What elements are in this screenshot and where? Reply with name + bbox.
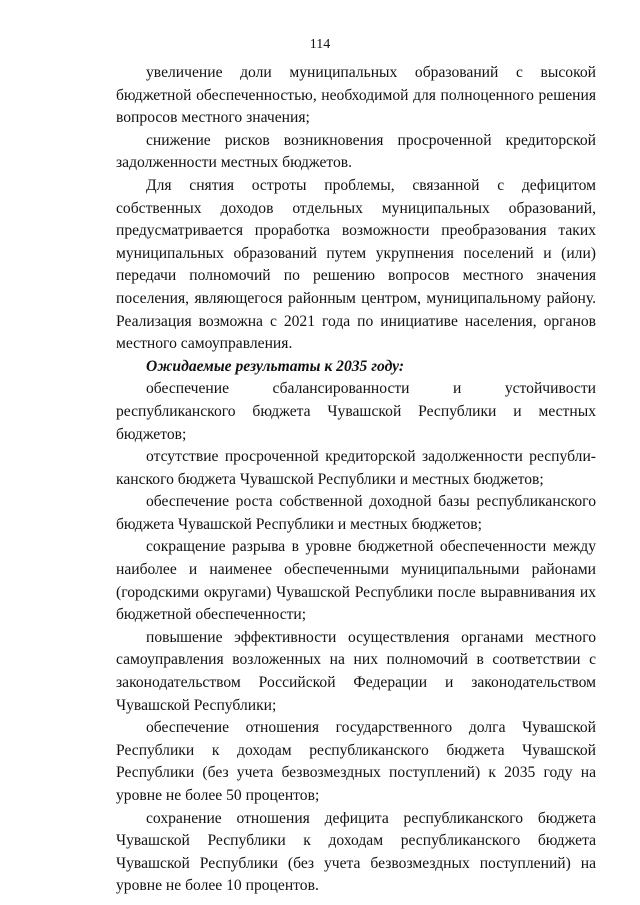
document-body — [116, 62, 596, 898]
paragraph-deficit-problem: Для снятия остроты проблемы, связанной с дефицитом собственных доходов отдельных муниципальных образований, предусматривается проработка возможности преобразования таких муниципальных образований путем укрупнения поселений и (или) передачи полномочий по решению вопросов местного значения поселения, являющегося районным центром, муниципальному району. Реализация возможна с 2021 года по инициативе населения, органов местного самоуправления. — [116, 176, 596, 353]
paragraph-municipal-share: увеличение доли муниципальных образований с высокой бюджетной обеспеченностью, необходимой для полноценного решения вопросов местного значения; — [116, 64, 596, 127]
paragraph-risk-reduction: снижение рисков возникновения просроченной кредиторской задолженности местных бюджетов. — [116, 131, 596, 172]
expected-results-heading: Ожидаемые результаты к 2035 году: — [146, 357, 405, 375]
result-item-deficit-ratio: сохранение отношения дефицита республиканского бюджета Чувашской Республики к доходам республиканского бюджета Чувашской Республики (без учета безвозмездных поступлений) на уровне не более 10 процентов. — [116, 809, 596, 895]
result-item-gap-reduction: сокращение разрыва в уровне бюджетной обеспеченности между наиболее и наименее обеспеченными муниципальными районами (городскими округами) Чувашской Республики после выравнивания их бюджетной обеспеченности; — [116, 538, 596, 624]
result-item-no-overdue-debt: отсутствие просроченной кредиторской задолженности республиканского бюджета Чувашской Республики и местных бюджетов; — [116, 448, 596, 488]
result-item-balance: обеспечение сбалансированности и устойчивости республиканского бюджета Чувашской Республики и местных бюджетов; — [116, 380, 596, 443]
page-number: 114 — [309, 37, 331, 52]
result-item-debt-ratio: обеспечение отношения государственного долга Чувашской Республики к доходам республиканского бюджета Чувашской Республики (без учета безвозмездных поступлений) к 2035 году на уровне не более 50 процентов; — [116, 719, 596, 804]
result-item-efficiency: повышение эффективности осуществления органами местного самоуправления возложенных на них полномочий в соответствии с законодательством Российской Федерации и законодательством Чувашской Республики; — [116, 628, 596, 714]
result-item-revenue-growth: обеспечение роста собственной доходной базы республиканского бюджета Чувашской Республики и местных бюджетов; — [116, 493, 596, 533]
